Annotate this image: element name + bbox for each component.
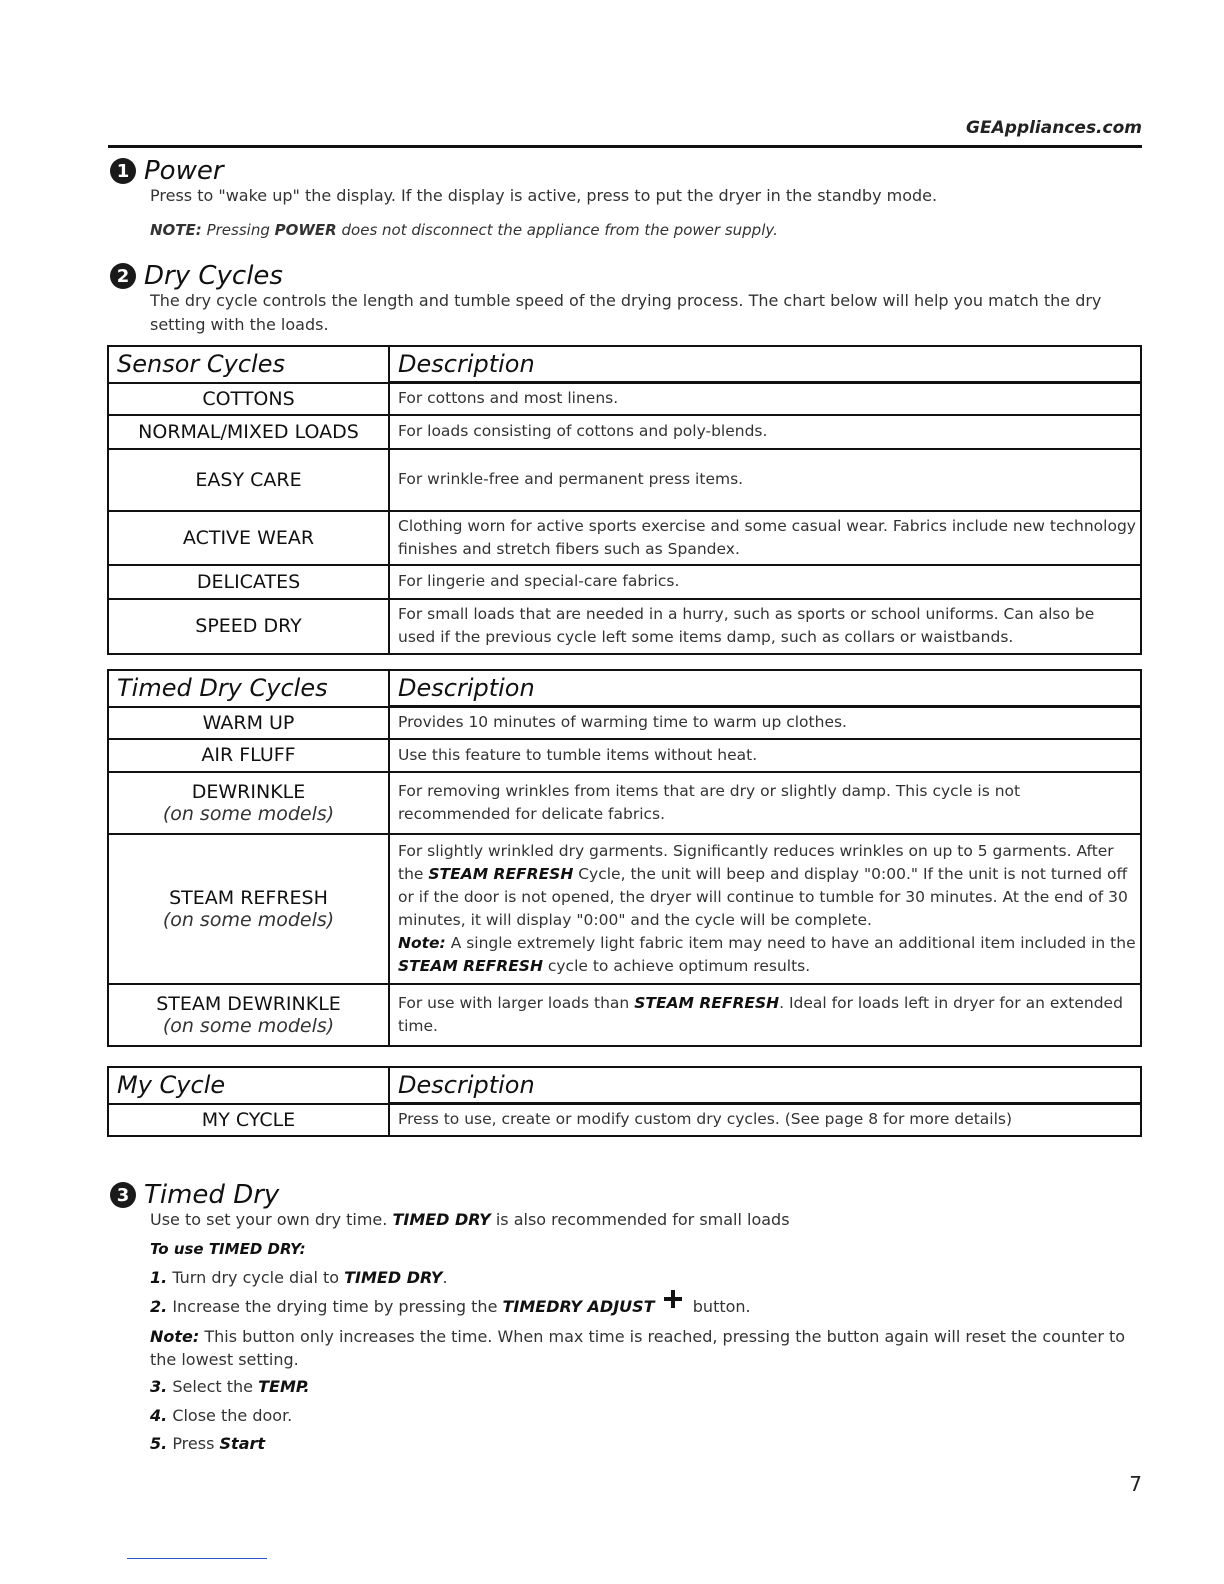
footer-line: [127, 1558, 267, 1559]
cycle-name: COTTONS: [108, 383, 389, 415]
availability-note: (on some models): [162, 908, 335, 931]
note-text: This button only increases the time. When max time is reached, pressing the button again will reset the counter to the lowest setting.: [150, 1327, 1126, 1369]
timed-dry-heading: [110, 1180, 279, 1210]
timed-dry-subhead: [150, 1240, 306, 1258]
note-bold: POWER: [274, 221, 337, 239]
cycle-description: Use this feature to tumble items without heat.: [389, 739, 1141, 772]
step-text: Close the door.: [172, 1406, 293, 1425]
desc-text: A single extremely light fabric item may need to have an additional item included in the: [450, 933, 1136, 952]
note-text: Pressing: [206, 221, 270, 239]
site-url: GEAppliances.com: [966, 118, 1142, 138]
cycle-description: For wrinkle-free and permanent press items.: [389, 449, 1141, 511]
cycle-name-label: STEAM DEWRINKLE: [156, 992, 341, 1015]
table-header-description: Description: [389, 670, 1141, 707]
section-title: Dry Cycles: [144, 261, 283, 291]
cycle-description: [389, 834, 1141, 984]
desc-text: Cycle, the unit will beep and display "0:00." If the unit is not turned off or if the door is not opened, the dryer will continue to tumble for 30 minutes. At the end of 30 minutes, it will display "0:00" and the cycle will be complete.: [398, 864, 1128, 929]
section-number-badge: 1: [110, 158, 136, 184]
table-row: [108, 834, 1141, 984]
cycle-description: Clothing worn for active sports exercise and some casual wear. Fabrics include new technology finishes and stretch fibers such as Spandex.: [389, 511, 1141, 565]
cycle-name-label: DEWRINKLE: [191, 780, 306, 803]
cycle-name: SPEED DRY: [108, 599, 389, 654]
step-number: 1.: [150, 1268, 168, 1287]
desc-text: cycle to achieve optimum results.: [547, 956, 811, 975]
step-number: 5.: [150, 1434, 168, 1453]
desc-text: . Ideal for loads left in dryer for an extended time.: [398, 993, 1123, 1035]
dry-cycles-text: The dry cycle controls the length and tumble speed of the drying process. The chart below will help you match the dry setting with the loads.: [150, 291, 1102, 334]
step-text: Select the: [172, 1377, 254, 1396]
note-text: does not disconnect the appliance from the power supply.: [341, 221, 778, 239]
table-row: [108, 707, 1141, 739]
cycle-name: AIR FLUFF: [108, 739, 389, 772]
step-3: [150, 1377, 310, 1396]
step-number: 2.: [150, 1297, 168, 1316]
cycle-name: [108, 772, 389, 834]
table-header-description: Description: [389, 1067, 1141, 1104]
table-row: [108, 565, 1141, 599]
cycle-name: NORMAL/MIXED LOADS: [108, 415, 389, 449]
my-cycle-table: [107, 1066, 1142, 1137]
page-number: 7: [1129, 1472, 1142, 1496]
table-row: [108, 383, 1141, 415]
dry-cycles-heading: [110, 261, 283, 291]
section-title: Power: [144, 156, 224, 186]
cycle-name: EASY CARE: [108, 449, 389, 511]
cycle-description: For lingerie and special-care fabrics.: [389, 565, 1141, 599]
step-text: Turn dry cycle dial to: [172, 1268, 340, 1287]
timed-dry-intro: [150, 1210, 790, 1229]
table-row: [108, 449, 1141, 511]
availability-note: (on some models): [162, 1014, 335, 1037]
table-row: [108, 599, 1141, 654]
availability-note: (on some models): [162, 802, 335, 825]
cycle-name: ACTIVE WEAR: [108, 511, 389, 565]
desc-bold: STEAM REFRESH: [428, 864, 574, 883]
section-number-badge: 3: [110, 1182, 136, 1208]
intro-text: is also recommended for small loads: [495, 1210, 790, 1229]
cycle-name-label: STEAM REFRESH: [169, 886, 328, 909]
step-text: Increase the drying time by pressing the: [172, 1297, 498, 1316]
table-row: [108, 1104, 1141, 1136]
timed-dry-note: [150, 1325, 1140, 1371]
step-5: [150, 1434, 265, 1453]
step-bold: TEMP.: [258, 1377, 310, 1396]
cycle-description: For loads consisting of cottons and poly-blends.: [389, 415, 1141, 449]
table-row: [108, 739, 1141, 772]
desc-text: For use with larger loads than: [398, 993, 630, 1012]
cycle-description: For cottons and most linens.: [389, 383, 1141, 415]
step-number: 4.: [150, 1406, 168, 1425]
intro-bold: TIMED DRY: [392, 1210, 491, 1229]
table-header-row: [108, 346, 1141, 383]
desc-bold: STEAM REFRESH: [634, 993, 780, 1012]
cycle-description: For removing wrinkles from items that are dry or slightly damp. This cycle is not recommended for delicate fabrics.: [389, 772, 1141, 834]
cycle-description: [389, 984, 1141, 1046]
power-heading: [110, 156, 224, 186]
step-bold: TIMED DRY: [344, 1268, 443, 1287]
section-title: Timed Dry: [144, 1180, 280, 1210]
header-rule: [108, 145, 1142, 148]
desc-text: For slightly wrinkled dry garments. Significantly reduces wrinkles on up to 5 garments. After the: [398, 841, 1114, 883]
cycle-description: Provides 10 minutes of warming time to warm up clothes.: [389, 707, 1141, 739]
step-2: [150, 1296, 751, 1316]
cycle-description: Press to use, create or modify custom dry cycles. (See page 8 for more details): [389, 1104, 1141, 1136]
step-text: Press: [172, 1434, 215, 1453]
table-row: [108, 511, 1141, 565]
step-1: [150, 1268, 448, 1287]
plus-icon: [664, 1290, 682, 1308]
step-bold: Start: [219, 1434, 266, 1453]
intro-text: Use to set your own dry time.: [150, 1210, 388, 1229]
table-row: [108, 984, 1141, 1046]
table-header-description: Description: [389, 346, 1141, 383]
subhead-text: To use TIMED DRY:: [150, 1240, 306, 1258]
step-4: [150, 1406, 292, 1425]
step-bold: TIMEDRY ADJUST: [502, 1297, 655, 1316]
timed-dry-cycles-table: [107, 669, 1142, 1047]
step-number: 3.: [150, 1377, 168, 1396]
table-header-row: [108, 1067, 1141, 1104]
cycle-name: [108, 984, 389, 1046]
note-label: Note:: [398, 933, 446, 952]
note-label: Note:: [150, 1327, 200, 1346]
note-label: NOTE:: [150, 221, 202, 239]
power-text: Press to "wake up" the display. If the display is active, press to put the dryer in the standby mode.: [150, 186, 938, 205]
table-header-row: [108, 670, 1141, 707]
cycle-name: WARM UP: [108, 707, 389, 739]
cycle-name: [108, 834, 389, 984]
power-note: [150, 221, 778, 239]
table-header-cycle: Sensor Cycles: [108, 346, 389, 383]
section-number-badge: 2: [110, 263, 136, 289]
cycle-description: For small loads that are needed in a hurry, such as sports or school uniforms. Can also be used if the previous cycle left some items damp, such as collars or waistbands.: [389, 599, 1141, 654]
cycle-name: DELICATES: [108, 565, 389, 599]
table-header-cycle: Timed Dry Cycles: [108, 670, 389, 707]
cycle-name: MY CYCLE: [108, 1104, 389, 1136]
table-header-cycle: My Cycle: [108, 1067, 389, 1104]
desc-bold: STEAM REFRESH: [398, 956, 543, 975]
table-row: [108, 772, 1141, 834]
table-row: [108, 415, 1141, 449]
sensor-cycles-table: [107, 345, 1142, 655]
step-text: button.: [692, 1297, 751, 1316]
step-text: .: [442, 1268, 448, 1287]
